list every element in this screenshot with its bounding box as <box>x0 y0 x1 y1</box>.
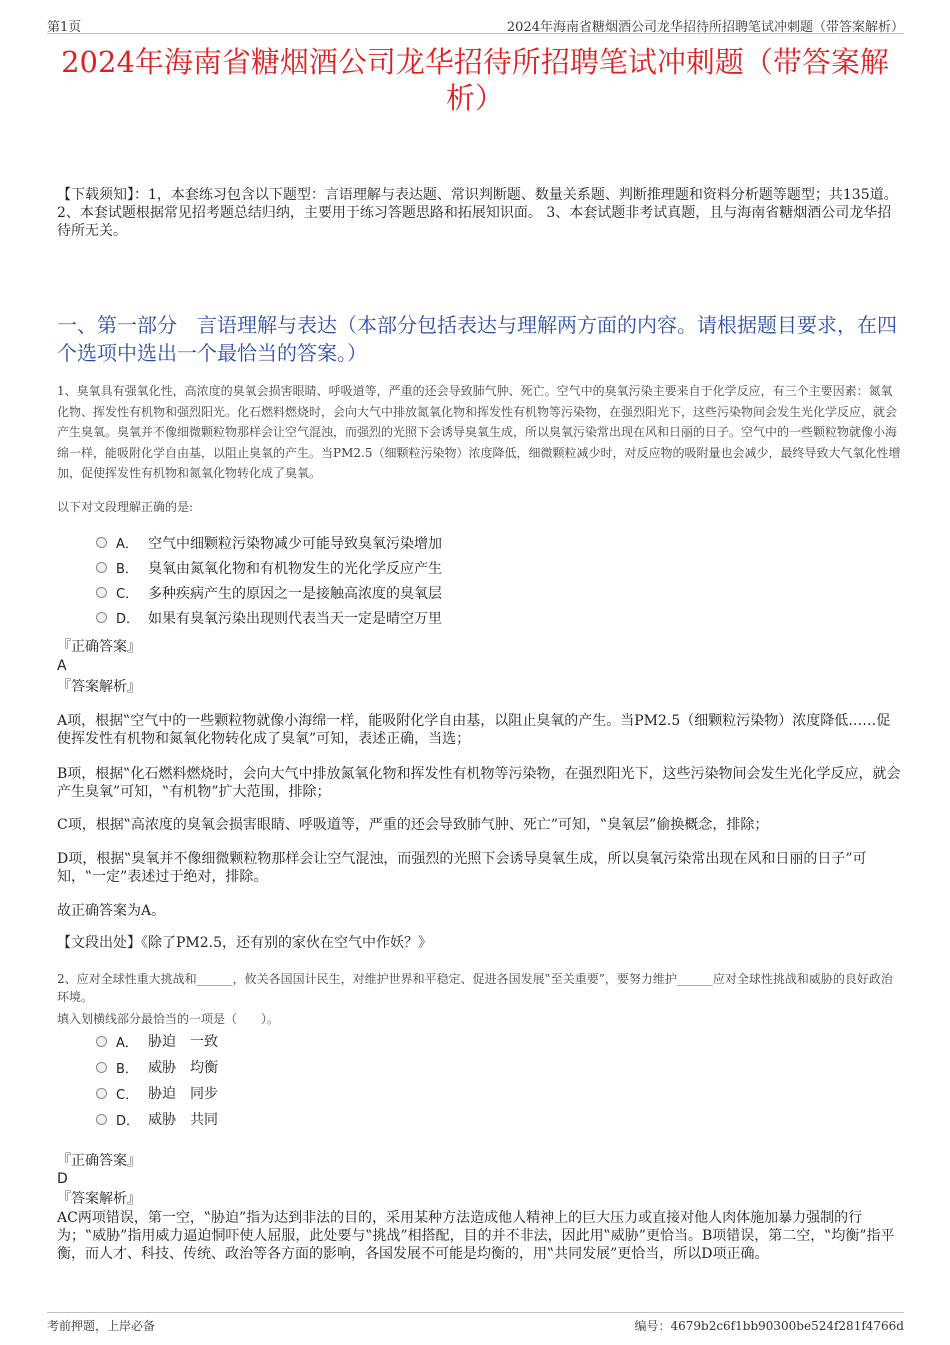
option-letter: C． <box>116 1087 139 1103</box>
option-letter: B． <box>116 562 138 577</box>
radio-icon[interactable] <box>96 587 107 598</box>
option-letter: C． <box>116 587 139 602</box>
question-2-option-b[interactable] <box>96 1054 218 1080</box>
option-text: 胁迫 一致 <box>148 1034 218 1050</box>
question-1-conclusion: 故正确答案为A。 <box>57 903 166 919</box>
question-1-analysis-a: A项，根据‟空气中的一些颗粒物就像小海绵一样，能吸附化学自由基，以阻止臭氧的产生。当PM2.5（细颗粒污染物）浓度降低……促使挥发性有机物和氮氧化物转化成了臭氧”可知，表述正确，当选； <box>57 713 891 747</box>
question-1-analysis-c: C项，根据‟高浓度的臭氧会损害眼睛、呼吸道等，严重的还会导致肺气肿、死亡”可知，‟臭氧层”偷换概念，排除； <box>57 817 769 833</box>
document-title: 2024年海南省糖烟酒公司龙华招待所招聘笔试冲刺题（带答案解析） <box>61 45 889 115</box>
option-text: 臭氧由氮氧化物和有机物发生的光化学反应产生 <box>148 560 442 577</box>
question-1-prompt: 以下对文段理解正确的是: <box>57 500 194 514</box>
question-1-option-a[interactable] <box>96 530 442 555</box>
question-1-stem: 1、臭氧具有强氧化性，高浓度的臭氧会损害眼睛、呼吸道等，严重的还会导致肺气肿、死亡。空气中的臭氧污染主要来自于化学反应，有三个主要因素：氮氧化物、挥发性有机物和强烈阳光。化石燃料燃烧时，会向大气中排放氮氧化物和挥发性有机物等污染物，在强烈阳光下，这些污染物间会发生光化学反应，就会产生臭氧。臭氧并不像细微颗粒物那样会让空气混浊，而强烈的光照下会诱导臭氧生成，所以臭氧污染常出现在风和日丽的日子。空气中的一些颗粒物就像小海绵一样，能吸附化学自由基，以阻止臭氧的产生。当PM2.5（细颗粒污染物）浓度降低，细微颗粒减少时，对反应物的吸附量也会减少，最终导致大气氧化性增加，促使挥发性有机物和氮氧化物转化成了臭氧。 <box>57 384 901 480</box>
question-1-option-c[interactable] <box>96 580 442 605</box>
footer-doc-id: 编号：4679b2c6f1bb90300be524f281f4766d <box>634 1319 904 1333</box>
page-footer <box>47 1312 904 1334</box>
option-text: 威胁 共同 <box>148 1112 218 1128</box>
question-2-analysis: AC两项错误，第一空，‟胁迫”指为达到非法的目的，采用某种方法造成他人精神上的巨大压力或直接对他人肉体施加暴力强制的行为；‟威胁”指用威力逼迫恫吓使人屈服，此处要与‟挑战”相搭配，目的并不非法，因此用‟威胁”更恰当。B项错误，第二空，‟均衡”指平衡，而人才、科技、传统、政治等各方面的影响，各国发展不可能是均衡的，用‟共同发展”更恰当，所以D项正确。 <box>57 1210 895 1262</box>
radio-icon[interactable] <box>96 1062 107 1073</box>
question-2-answer: D <box>57 1171 68 1187</box>
question-1-answer-label: 『正确答案』 <box>57 639 141 655</box>
question-2-stem: 2、应对全球性重大挑战和______，攸关各国国计民生，对维护世界和平稳定、促进各国发展‟至关重要”，要努力维护______应对全球性挑战和威胁的良好政治环境。 <box>57 972 893 1004</box>
radio-icon[interactable] <box>96 1088 107 1099</box>
option-text: 空气中细颗粒污染物减少可能导致臭氧污染增加 <box>148 535 442 552</box>
option-text: 如果有臭氧污染出现则代表当天一定是晴空万里 <box>148 610 442 627</box>
question-2-option-c[interactable] <box>96 1080 218 1106</box>
radio-icon[interactable] <box>96 1114 107 1125</box>
option-letter: B． <box>116 1061 138 1077</box>
question-2-options <box>96 1028 218 1132</box>
option-text: 多种疾病产生的原因之一是接触高浓度的臭氧层 <box>148 585 442 602</box>
radio-icon[interactable] <box>96 562 107 573</box>
question-2-option-a[interactable] <box>96 1028 218 1054</box>
option-text: 威胁 均衡 <box>148 1060 218 1076</box>
radio-icon[interactable] <box>96 1036 107 1047</box>
option-letter: D． <box>116 1113 140 1129</box>
question-1-source: 【文段出处】《除了PM2.5，还有别的家伙在空气中作妖？》 <box>57 935 433 951</box>
question-1-option-b[interactable] <box>96 555 442 580</box>
option-text: 胁迫 同步 <box>148 1086 218 1102</box>
question-2-answer-label: 『正确答案』 <box>57 1153 141 1169</box>
question-2-prompt: 填入划横线部分最恰当的一项是（ ）。 <box>57 1012 280 1026</box>
page-header <box>47 12 904 34</box>
download-notice: 【下载须知】：1，本套练习包含以下题型：言语理解与表达题、常识判断题、数量关系题、判断推理题和资料分析题等题型；共135道。 2、本套试题根据常见招考题总结归纳，主要用于练习答题思路和拓展知识面。 3、本套试题非考试真题，且与海南省糖烟酒公司龙华招待所无关。 <box>57 187 898 239</box>
page-number: 第1页 <box>47 20 82 35</box>
question-1-options <box>96 530 442 630</box>
question-2-option-d[interactable] <box>96 1106 218 1132</box>
question-1-analysis-label: 『答案解析』 <box>57 679 141 695</box>
radio-icon[interactable] <box>96 612 107 623</box>
radio-icon[interactable] <box>96 537 107 548</box>
question-1-option-d[interactable] <box>96 605 442 630</box>
question-2-analysis-label: 『答案解析』 <box>57 1191 141 1207</box>
option-letter: A． <box>116 1035 138 1051</box>
option-letter: D． <box>116 612 140 627</box>
question-1-analysis-b: B项，根据‟化石燃料燃烧时，会向大气中排放氮氧化物和挥发性有机物等污染物，在强烈阳光下，这些污染物间会发生光化学反应，就会产生臭氧”可知，‟有机物”扩大范围，排除； <box>57 766 901 800</box>
header-doc-title: 2024年海南省糖烟酒公司龙华招待所招聘笔试冲刺题（带答案解析） <box>506 20 904 35</box>
section-heading: 一、第一部分 言语理解与表达（本部分包括表达与理解两方面的内容。请根据题目要求，在四个选项中选出一个最恰当的答案。） <box>57 313 897 365</box>
question-1-analysis-d: D项，根据‟臭氧并不像细微颗粒物那样会让空气混浊，而强烈的光照下会诱导臭氧生成，所以臭氧污染常出现在风和日丽的日子”可知，‟一定”表述过于绝对，排除。 <box>57 851 867 885</box>
footer-slogan: 考前押题，上岸必备 <box>47 1319 156 1333</box>
option-letter: A． <box>116 537 138 552</box>
question-1-answer: A <box>57 658 67 674</box>
